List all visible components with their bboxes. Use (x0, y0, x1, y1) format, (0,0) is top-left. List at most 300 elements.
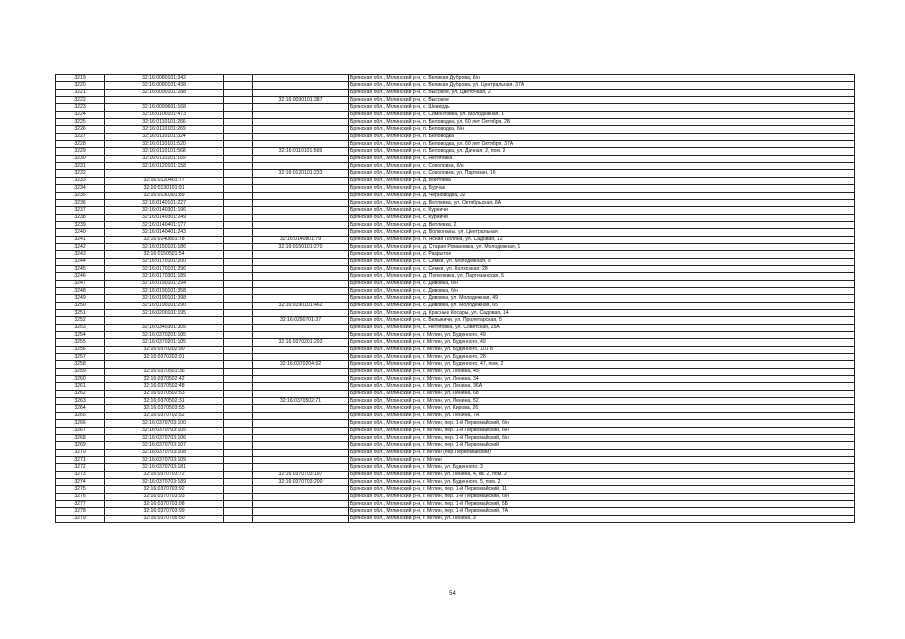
row-number-cell: 3221 (56, 89, 105, 96)
land-cadastral-cell: 32:16:0100101:473 (105, 111, 224, 118)
table-row (56, 493, 855, 500)
empty-cell (224, 486, 253, 493)
building-cadastral-cell (253, 324, 349, 331)
row-number-cell: 3238 (56, 214, 105, 221)
table-row (56, 207, 855, 214)
row-number-cell: 3227 (56, 133, 105, 140)
row-number-cell: 3257 (56, 354, 105, 361)
building-cadastral-cell (253, 199, 349, 206)
table-row (56, 111, 855, 118)
address-cell: Брянская обл., Мглинский р-н, д. Бурчак (349, 185, 855, 192)
building-cadastral-cell (253, 133, 349, 140)
building-cadastral-cell (253, 346, 349, 353)
land-cadastral-cell: 32:16:0340301:305 (105, 324, 224, 331)
table-body (56, 75, 855, 523)
address-cell: Брянская обл., Мглинский р-н, с. Вельжичи, ул. Пролетарская, 5 (349, 317, 855, 324)
building-cadastral-cell (253, 251, 349, 258)
land-cadastral-cell: 32:16:0370501:36 (105, 368, 224, 375)
building-cadastral-cell (253, 273, 349, 280)
address-cell: Брянская обл., Мглинский р-н, г. Мглин, ул. Буденного, 3 (349, 464, 855, 471)
land-cadastral-cell: 32:16:0140101:227 (105, 199, 224, 206)
table-row (56, 354, 855, 361)
building-cadastral-cell (253, 185, 349, 192)
address-cell: Брянская обл., Мглинский р-н, г. Мглин, ул. Буденного, 49 (349, 332, 855, 339)
building-cadastral-cell (253, 464, 349, 471)
address-cell: Брянская обл., Мглинский р-н, с. Дивовка, б/н (349, 287, 855, 294)
land-cadastral-cell: 32:16:0370703:181 (105, 464, 224, 471)
table-row (56, 243, 855, 250)
empty-cell (224, 177, 253, 184)
building-cadastral-cell (253, 405, 349, 412)
empty-cell (224, 119, 253, 126)
land-cadastral-cell: 32:16:0110101:324 (105, 133, 224, 140)
row-number-cell: 3233 (56, 177, 105, 184)
land-cadastral-cell: 32:16:0370502:42 (105, 376, 224, 383)
table-row (56, 478, 855, 485)
building-cadastral-cell (253, 486, 349, 493)
land-cadastral-cell: 32:16:0110201:169 (105, 155, 224, 162)
empty-cell (224, 163, 253, 170)
table-row (56, 427, 855, 434)
building-cadastral-cell (253, 126, 349, 133)
empty-cell (224, 126, 253, 133)
page-number: 54 (449, 591, 456, 597)
land-cadastral-cell: 32:16:0190101:294 (105, 280, 224, 287)
land-cadastral-cell: 32:16:0370703:105 (105, 427, 224, 434)
empty-cell (224, 133, 253, 140)
land-cadastral-cell: 32:16:0190101:290 (105, 302, 224, 309)
land-cadastral-cell: 32:16:0370201:105 (105, 332, 224, 339)
row-number-cell: 3262 (56, 390, 105, 397)
building-cadastral-cell (253, 515, 349, 522)
row-number-cell: 3249 (56, 295, 105, 302)
table-row (56, 361, 855, 368)
row-number-cell: 3265 (56, 412, 105, 419)
building-cadastral-cell: 32:16:0370502:71 (253, 398, 349, 405)
empty-cell (224, 376, 253, 383)
empty-cell (224, 111, 253, 118)
empty-cell (224, 434, 253, 441)
address-cell: Брянская обл., Мглинский р-н, п. Ясная Поляна, ул. Садовая, 12 (349, 236, 855, 243)
empty-cell (224, 295, 253, 302)
address-cell: Брянская обл., Мглинский р-н, п. Беловодка, ул. 60 лет Октября, 2Б (349, 119, 855, 126)
empty-cell (224, 368, 253, 375)
building-cadastral-cell (253, 354, 349, 361)
empty-cell (224, 508, 253, 515)
building-cadastral-cell (253, 111, 349, 118)
address-cell: Брянская обл., Мглинский р-н, г. Мглин, ул. Ленина, 7А (349, 412, 855, 419)
empty-cell (224, 346, 253, 353)
land-cadastral-cell: 32:16:0370703:100 (105, 420, 224, 427)
table-row (56, 295, 855, 302)
empty-cell (224, 302, 253, 309)
land-cadastral-cell (105, 170, 224, 177)
row-number-cell: 3269 (56, 442, 105, 449)
row-number-cell: 3247 (56, 280, 105, 287)
address-cell: Брянская обл., Мглинский р-н, г. Мглин, ул. Ленина, 34 (349, 376, 855, 383)
table-row (56, 104, 855, 111)
land-cadastral-cell: 32:16:0370502:48 (105, 383, 224, 390)
empty-cell (224, 236, 253, 243)
address-cell: Брянская обл., Мглинский р-н, г. Мглин, пер. 1-й Первомайский, 5Б (349, 500, 855, 507)
table-row (56, 265, 855, 272)
empty-cell (224, 427, 253, 434)
empty-cell (224, 104, 253, 111)
building-cadastral-cell: 32:16:0290701:37 (253, 317, 349, 324)
empty-cell (224, 273, 253, 280)
row-number-cell: 3276 (56, 493, 105, 500)
land-cadastral-cell: 32:16:0370705:50 (105, 515, 224, 522)
empty-cell (224, 317, 253, 324)
row-number-cell: 3270 (56, 449, 105, 456)
address-cell: Брянская обл., Мглинский р-н, д. Войтовка (349, 177, 855, 184)
building-cadastral-cell (253, 390, 349, 397)
address-cell: Брянская обл., Мглинский р-н, п. Беловодка, б/н (349, 126, 855, 133)
building-cadastral-cell: 32:16:0370204:92 (253, 361, 349, 368)
property-table (55, 74, 855, 523)
building-cadastral-cell: 32:16:0190101:462 (253, 302, 349, 309)
table-row (56, 383, 855, 390)
building-cadastral-cell (253, 383, 349, 390)
table-row (56, 302, 855, 309)
row-number-cell: 3267 (56, 427, 105, 434)
address-cell: Брянская обл., Мглинский р-н, с. Соколовка, б/н (349, 163, 855, 170)
address-cell: Брянская обл., Мглинский р-н, г. Мглин, пер. 1-й Первомайский (349, 442, 855, 449)
empty-cell (224, 251, 253, 258)
land-cadastral-cell: 32:16:0370503:55 (105, 405, 224, 412)
address-cell: Брянская обл., Мглинский р-н, г. Мглин, ул. Ленина, 36А (349, 383, 855, 390)
address-cell: Брянская обл., Мглинский р-н, г. Мглин, пер. 1-й Первомайский, б/н (349, 434, 855, 441)
table-row (56, 434, 855, 441)
land-cadastral-cell: 32:16:0190101:358 (105, 287, 224, 294)
address-cell: Брянская обл., Мглинский р-н, г. Мглин, ул. Буденного, 5, пом. 2 (349, 478, 855, 485)
address-cell: Брянская обл., Мглинский р-н, с. Курничи (349, 207, 855, 214)
table-row (56, 376, 855, 383)
row-number-cell: 3237 (56, 207, 105, 214)
address-cell: Брянская обл., Мглинский р-н, с. Дивовка, б/н (349, 280, 855, 287)
row-number-cell: 3223 (56, 104, 105, 111)
table-row (56, 287, 855, 294)
empty-cell (224, 515, 253, 522)
empty-cell (224, 478, 253, 485)
table-row (56, 310, 855, 317)
empty-cell (224, 221, 253, 228)
address-cell: Брянская обл., Мглинский р-н, с. Дивовка, ул. Молодежная, 49 (349, 295, 855, 302)
table-row (56, 486, 855, 493)
building-cadastral-cell (253, 449, 349, 456)
table-row (56, 280, 855, 287)
empty-cell (224, 464, 253, 471)
row-number-cell: 3252 (56, 317, 105, 324)
empty-cell (224, 398, 253, 405)
land-cadastral-cell: 32:16:0140401:243 (105, 229, 224, 236)
land-cadastral-cell: 32:16:0370201:105 (105, 339, 224, 346)
row-number-cell: 3229 (56, 148, 105, 155)
address-cell: Брянская обл., Мглинский р-н, с. Семки, ул. Колхозная, 28 (349, 265, 855, 272)
row-number-cell: 3277 (56, 500, 105, 507)
address-cell: Брянская обл., Мглинский р-н, г. Мглин (349, 456, 855, 463)
table-row (56, 170, 855, 177)
empty-cell (224, 170, 253, 177)
empty-cell (224, 405, 253, 412)
building-cadastral-cell (253, 207, 349, 214)
table-row (56, 515, 855, 522)
table-row (56, 420, 855, 427)
land-cadastral-cell: 32:16:0090601:168 (105, 104, 224, 111)
address-cell: Брянская обл., Мглинский р-н, с. Семки, ул. Молодежная, 9 (349, 258, 855, 265)
land-cadastral-cell: 32:16:0370703:72 (105, 471, 224, 478)
building-cadastral-cell: 32:16:0150101:270 (253, 243, 349, 250)
row-number-cell: 3224 (56, 111, 105, 118)
building-cadastral-cell (253, 163, 349, 170)
empty-cell (224, 199, 253, 206)
land-cadastral-cell: 32:16:0370202:90 (105, 346, 224, 353)
row-number-cell: 3244 (56, 258, 105, 265)
address-cell: Брянская обл., Мглинский р-н, г. Мглин, пер. 1-й Первомайский, б/н (349, 427, 855, 434)
building-cadastral-cell: 32:16:0140801:79 (253, 236, 349, 243)
address-cell: Брянская обл., Мглинский р-н, д. Черноводка, 32 (349, 192, 855, 199)
row-number-cell: 3226 (56, 126, 105, 133)
land-cadastral-cell: 32:16:0110101:568 (105, 148, 224, 155)
land-cadastral-cell: 32:16:0090101:288 (105, 89, 224, 96)
table-row (56, 471, 855, 478)
building-cadastral-cell (253, 280, 349, 287)
row-number-cell: 3231 (56, 163, 105, 170)
land-cadastral-cell: 32:16:0200101:195 (105, 310, 224, 317)
building-cadastral-cell (253, 258, 349, 265)
land-cadastral-cell: 32:16:0370502:53 (105, 390, 224, 397)
table-row (56, 133, 855, 140)
address-cell: Брянская обл., Мглинский р-н, г. Мглин, ул. Ленина, 52 (349, 398, 855, 405)
empty-cell (224, 82, 253, 89)
building-cadastral-cell (253, 221, 349, 228)
empty-cell (224, 310, 253, 317)
building-cadastral-cell (253, 456, 349, 463)
row-number-cell: 3255 (56, 339, 105, 346)
row-number-cell: 3246 (56, 273, 105, 280)
address-cell: Брянская обл., Мглинский р-н, д. Попелевка, ул. Партизанская, 5 (349, 273, 855, 280)
table-row (56, 221, 855, 228)
row-number-cell: 3239 (56, 221, 105, 228)
row-number-cell: 3248 (56, 287, 105, 294)
table-row (56, 332, 855, 339)
table-row (56, 442, 855, 449)
row-number-cell: 3258 (56, 361, 105, 368)
land-cadastral-cell (105, 361, 224, 368)
building-cadastral-cell (253, 442, 349, 449)
row-number-cell: 3250 (56, 302, 105, 309)
empty-cell (224, 493, 253, 500)
row-number-cell: 3236 (56, 199, 105, 206)
land-cadastral-cell: 32:16:0370502:31 (105, 398, 224, 405)
land-cadastral-cell: 32:16:0170101:296 (105, 265, 224, 272)
table-row (56, 177, 855, 184)
row-number-cell: 3268 (56, 434, 105, 441)
building-cadastral-cell (253, 141, 349, 148)
land-cadastral-cell: 32:16:0370703:189 (105, 478, 224, 485)
empty-cell (224, 456, 253, 463)
address-cell: Брянская обл., Мглинский р-н, с. Нетяговка, ул. Советская, 25А (349, 324, 855, 331)
row-number-cell: 3219 (56, 75, 105, 82)
land-cadastral-cell: 32:16:0110101:520 (105, 141, 224, 148)
table-row (56, 273, 855, 280)
building-cadastral-cell: 32:16:0120101:233 (253, 170, 349, 177)
building-cadastral-cell (253, 287, 349, 294)
empty-cell (224, 229, 253, 236)
empty-cell (224, 471, 253, 478)
empty-cell (224, 214, 253, 221)
building-cadastral-cell (253, 368, 349, 375)
empty-cell (224, 412, 253, 419)
table-row (56, 449, 855, 456)
empty-cell (224, 339, 253, 346)
address-cell: Брянская обл., Мглинский р-н, д. Ветлевка, 2 (349, 221, 855, 228)
empty-cell (224, 361, 253, 368)
building-cadastral-cell (253, 427, 349, 434)
empty-cell (224, 420, 253, 427)
address-cell: Брянская обл., Мглинский р-н, г. Мглин, пер. 1-й Первомайский, б/н (349, 420, 855, 427)
address-cell: Брянская обл., Мглинский р-н, г. Мглин, пер. 1-й Первомайский, 7А (349, 508, 855, 515)
building-cadastral-cell: 32:16:0370703:200 (253, 478, 349, 485)
address-cell: Брянская обл., Мглинский р-н, г. Мглин, пер. 1-й Первомайский, 11 (349, 486, 855, 493)
building-cadastral-cell: 32:16:0090101:387 (253, 97, 349, 104)
table-row (56, 229, 855, 236)
building-cadastral-cell (253, 75, 349, 82)
table-row (56, 163, 855, 170)
land-cadastral-cell: 32:16:0190101:398 (105, 295, 224, 302)
land-cadastral-cell: 32:16:0080101:342 (105, 75, 224, 82)
row-number-cell: 3275 (56, 486, 105, 493)
land-cadastral-cell (105, 317, 224, 324)
row-number-cell: 3278 (56, 508, 105, 515)
land-cadastral-cell: 32:16:0170101:200 (105, 258, 224, 265)
row-number-cell: 3272 (56, 464, 105, 471)
table-row (56, 324, 855, 331)
land-cadastral-cell: 32:16:0370703:93 (105, 493, 224, 500)
building-cadastral-cell: 32:16:0370201:293 (253, 339, 349, 346)
row-number-cell: 3235 (56, 192, 105, 199)
table-row (56, 500, 855, 507)
empty-cell (224, 141, 253, 148)
table-row (56, 126, 855, 133)
address-cell: Брянская обл., Мглинский р-н, с. Великая Дуброва, ул. Центральная, 37А (349, 82, 855, 89)
address-cell: Брянская обл., Мглинский р-н, г. Мглин, ул. Ленина, 3 (349, 515, 855, 522)
address-cell: Брянская обл., Мглинский р-н, д. Красные Косары, ул. Садовая, 14 (349, 310, 855, 317)
address-cell: Брянская обл., Мглинский р-н, п. Беловодка, ул. Дачная, 2, пом. 2 (349, 148, 855, 155)
building-cadastral-cell (253, 177, 349, 184)
table-row (56, 148, 855, 155)
row-number-cell: 3253 (56, 324, 105, 331)
building-cadastral-cell (253, 508, 349, 515)
empty-cell (224, 207, 253, 214)
row-number-cell: 3220 (56, 82, 105, 89)
land-cadastral-cell: 32:16:0370703:106 (105, 434, 224, 441)
building-cadastral-cell (253, 89, 349, 96)
address-cell: Брянская обл., Мглинский р-н, с. Дивовка, ул. Молодежная, 65 (349, 302, 855, 309)
row-number-cell: 3234 (56, 185, 105, 192)
land-cadastral-cell: 32:16:0370702:52 (105, 412, 224, 419)
empty-cell (224, 89, 253, 96)
table-row (56, 119, 855, 126)
address-cell: Брянская обл., Мглинский р-н, г. Мглин, ул. Кирова, 26 (349, 405, 855, 412)
address-cell: Брянская обл., Мглинский р-н, г. Мглин, ул. Ленина, 68 (349, 390, 855, 397)
address-cell: Брянская обл., Мглинский р-н, д. Ветлевка, ул. Октябрьская, 8А (349, 199, 855, 206)
empty-cell (224, 258, 253, 265)
empty-cell (224, 97, 253, 104)
land-cadastral-cell: 32:16:0150501:54 (105, 251, 224, 258)
address-cell: Брянская обл., Мглинский р-н, г. Мглин, пер. 1-й Первомайский, б/н (349, 493, 855, 500)
address-cell: Брянская обл., Мглинский р-н, с. Высокое, ул. Цветочная, 2 (349, 89, 855, 96)
row-number-cell: 3251 (56, 310, 105, 317)
table-row (56, 258, 855, 265)
building-cadastral-cell (253, 295, 349, 302)
empty-cell (224, 192, 253, 199)
table-row (56, 82, 855, 89)
address-cell: Брянская обл., Мглинский р-н, г. Мглин, ул. Буденного, 49 (349, 339, 855, 346)
row-number-cell: 3230 (56, 155, 105, 162)
empty-cell (224, 243, 253, 250)
address-cell: Брянская обл., Мглинский р-н, с. Курничи (349, 214, 855, 221)
table-row (56, 317, 855, 324)
building-cadastral-cell (253, 104, 349, 111)
row-number-cell: 3245 (56, 265, 105, 272)
row-number-cell: 3232 (56, 170, 105, 177)
table-row (56, 405, 855, 412)
building-cadastral-cell (253, 119, 349, 126)
address-cell: Брянская обл., Мглинский р-н, с. Высокое (349, 97, 855, 104)
land-cadastral-cell: 32:16:0170301:189 (105, 273, 224, 280)
address-cell: Брянская обл., Мглинский р-н, с. Великая Дуброва, б/н (349, 75, 855, 82)
table-row (56, 214, 855, 221)
building-cadastral-cell (253, 155, 349, 162)
empty-cell (224, 500, 253, 507)
row-number-cell: 3241 (56, 236, 105, 243)
address-cell: Брянская обл., Мглинский р-н, с. Соколовка, ул. Партизан, 16 (349, 170, 855, 177)
address-cell: Брянская обл., Мглинский р-н, п. Беловодка (349, 133, 855, 140)
land-cadastral-cell: 32:16:0140301:249 (105, 214, 224, 221)
table-row (56, 464, 855, 471)
building-cadastral-cell (253, 192, 349, 199)
empty-cell (224, 449, 253, 456)
empty-cell (224, 332, 253, 339)
land-cadastral-cell: 32:16:0370703:108 (105, 449, 224, 456)
building-cadastral-cell (253, 310, 349, 317)
empty-cell (224, 265, 253, 272)
row-number-cell: 3279 (56, 515, 105, 522)
land-cadastral-cell: 32:16:0140401:177 (105, 221, 224, 228)
empty-cell (224, 390, 253, 397)
land-cadastral-cell: 32:16:0150101:186 (105, 243, 224, 250)
row-number-cell: 3271 (56, 456, 105, 463)
row-number-cell: 3256 (56, 346, 105, 353)
land-cadastral-cell: 32:16:0130101:91 (105, 185, 224, 192)
row-number-cell: 3273 (56, 471, 105, 478)
building-cadastral-cell (253, 420, 349, 427)
building-cadastral-cell (253, 493, 349, 500)
row-number-cell: 3228 (56, 141, 105, 148)
land-cadastral-cell: 32:16:0370703:92 (105, 486, 224, 493)
empty-cell (224, 148, 253, 155)
table-row (56, 412, 855, 419)
address-cell: Брянская обл., Мглинский р-н, д. Старая Романовка, ул. Молодежная, 1 (349, 243, 855, 250)
row-number-cell: 3240 (56, 229, 105, 236)
row-number-cell: 3242 (56, 243, 105, 250)
address-cell: Брянская обл., Мглинский р-н, г. Мглин, ул. Ленина, 4, кв. 2, пом. 2 (349, 471, 855, 478)
table-row (56, 192, 855, 199)
land-cadastral-cell: 32:16:0120101:158 (105, 163, 224, 170)
land-cadastral-cell: 32:16:0080101:438 (105, 82, 224, 89)
address-cell: Брянская обл., Мглинский р-н, с. Симонтовка, ул. Молодежная, 1 (349, 111, 855, 118)
